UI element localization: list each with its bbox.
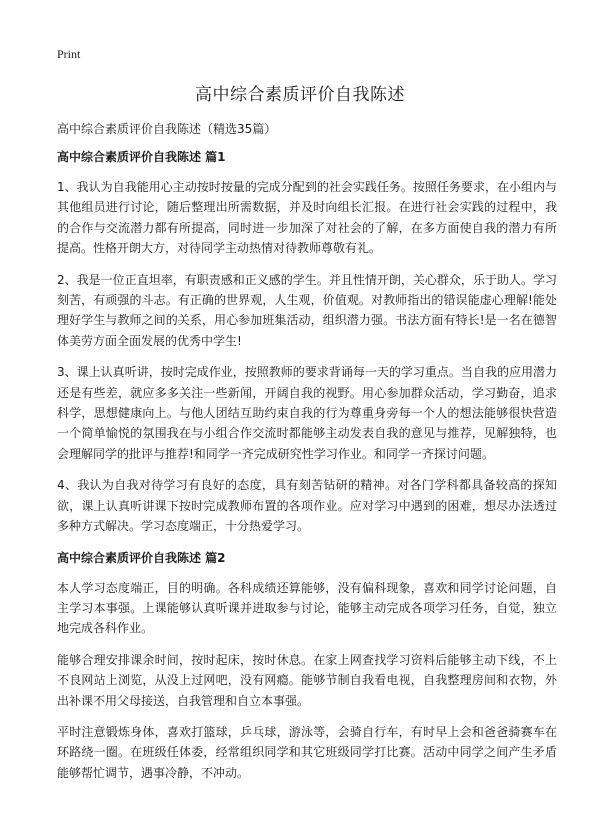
paragraph: 1、我认为自我能用心主动按时按量的完成分配到的社会实践任务。按照任务要求，在小组内与其他组员进行讨论，随后整理出所需数据，并及时向组长汇报。在进行社会实践的过程中，我的合作与交流潜力都有所提高，同时进一步加深了对社会的了解，在多方面使自我的潜力有所提高。性格开朗大方，对待同学主动热情对待教师尊敬有礼。: [57, 180, 557, 256]
paragraph: 2、我是一位正直坦率，有职责感和正义感的学生。并且性情开朗，关心群众，乐于助人。学习刻苦，有顽强的斗志。有正确的世界观，人生观，价值观。对教师指出的错误能虚心理解!能处理好学生与教师之间的关系，用心参加班集活动，组织潜力强。书法方面有特长!是一名在德智体美劳方面全面发展的优秀中学生!: [57, 272, 557, 348]
paragraph: 本人学习态度端正，目的明确。各科成绩还算能够，没有偏科现象，喜欢和同学讨论问题，自主学习本事强。上课能够认真听课并进取参与讨论，能够主动完成各项学习任务，自觉，独立地完成各科作业。: [57, 580, 557, 636]
paragraph: 能够合理安排课余时间，按时起床，按时休息。在家上网查找学习资料后能够主动下线，不上不良网站上浏览，从没上过网吧，没有网瘾。能够节制自我看电视，自我整理房间和衣物，外出补课不用父母接送，自我管理和自立本事强。: [57, 652, 557, 708]
document-title: 高中综合素质评价自我陈述: [195, 85, 405, 105]
section-heading: 高中综合素质评价自我陈述 篇1: [57, 150, 226, 164]
document-subtitle: 高中综合素质评价自我陈述（精选35篇）: [57, 122, 277, 136]
document-body: [57, 119, 557, 794]
section-2: [57, 548, 557, 784]
paragraph: 4、我认为自我对待学习有良好的态度，具有刻苦钻研的精神。对各门学科都具备较高的探知欲，课上认真听讲课下按时完成教师布置的各项作业。应对学习中遇到的困难，想尽办法透过多种方式解决。学习态度端正，十分热爱学习。: [57, 478, 557, 534]
print-link[interactable]: Print: [57, 47, 81, 61]
paragraph: 3、课上认真听讲，按时完成作业，按照教师的要求背诵每一天的学习重点。当自我的应用潜力还是有些差，就应多多关注一些新闻，开阔自我的视野。用心参加群众活动，学习勤奋，追求科学，思想健康向上。与他人团结互助约束自我的行为尊重身旁每一个人的想法能够很快营造一个简单愉悦的氛围我在与小组合作交流时都能够主动发表自我的意见与推荐，见解独特，也会理解同学的批评与推荐!和同学一齐完成研究性学习作业。和同学一齐探讨问题。: [57, 365, 557, 461]
section-1: [57, 147, 557, 537]
paragraph: 平时注意锻炼身体，喜欢打篮球，乒乓球，游泳等，会骑自行车，有时早上会和爸爸骑赛车在环路绕一圈。在班级任体委，经常组织同学和其它班级同学打比赛。活动中同学之间产生矛盾能够帮忙调节，遇事冷静，不冲动。: [57, 724, 557, 780]
section-heading: 高中综合素质评价自我陈述 篇2: [57, 550, 226, 565]
